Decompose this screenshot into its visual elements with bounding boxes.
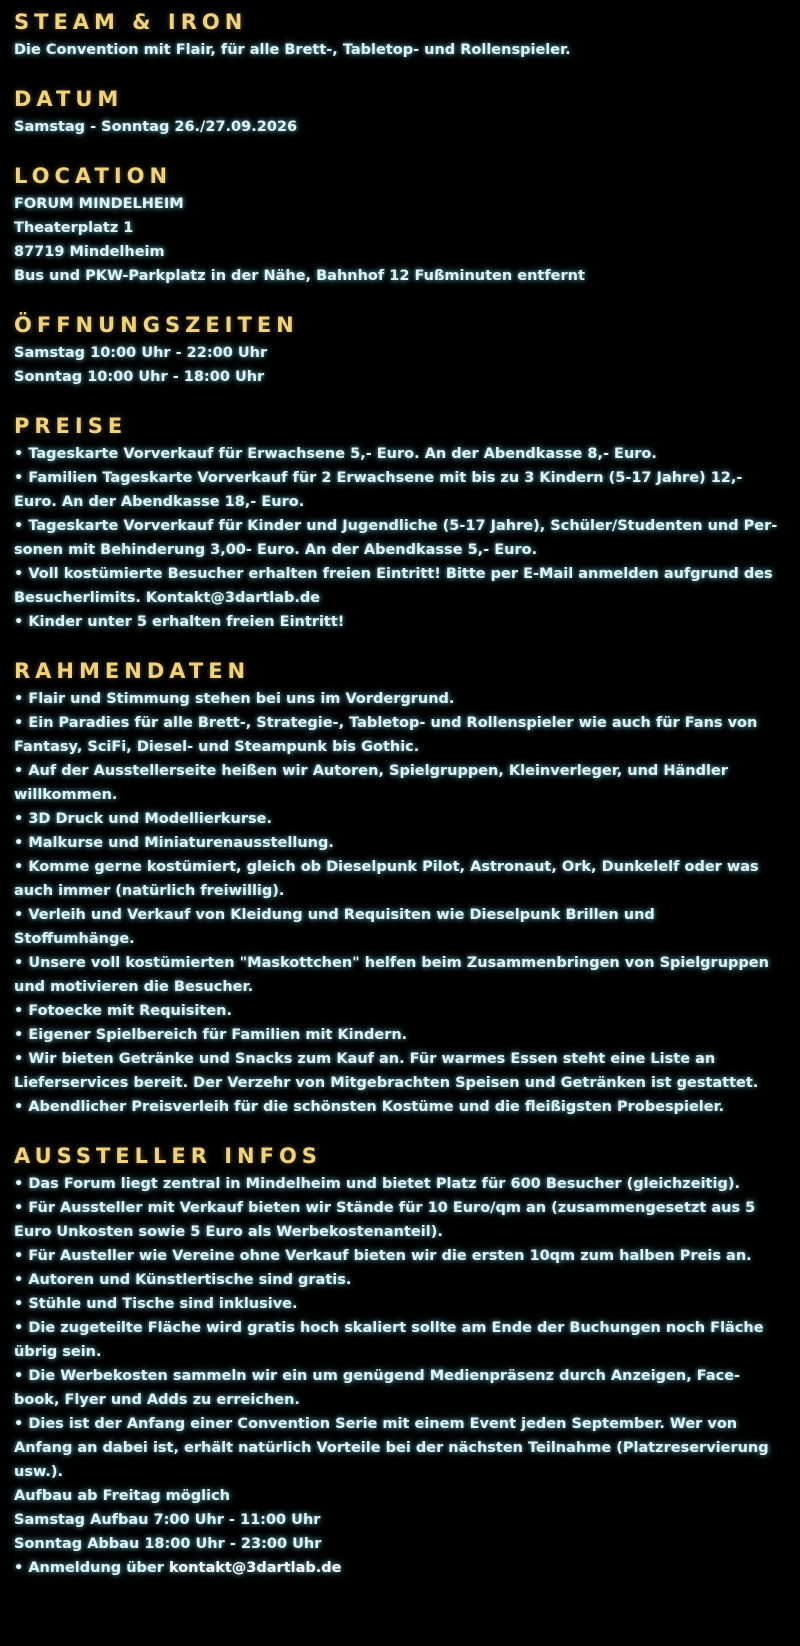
price-line: sonen mit Behinderung 3,00- Euro. An der Abendkasse 5,- Euro. [14,542,538,558]
exhibitor-line: • Für Aussteller mit Verkauf bieten wir Stände für 10 Euro/qm an (zusammengesetzt aus 5 [14,1200,756,1216]
exhibitor-section [14,1140,786,1580]
framework-line: • Ein Paradies für alle Brett-, Strategie-, Tabletop- und Rollenspieler wie auch für Fans von [14,715,758,731]
exhibitor-line: • Die Werbekosten sammeln wir ein um genügend Medienpräsenz durch Anzeigen, Face- [14,1368,741,1384]
framework-line: • Unsere voll kostümierten "Maskottchen" helfen beim Zusammenbringen von Spielgruppen [14,955,769,971]
exhibitor-heading: AUSSTELLER INFOS [14,1144,322,1168]
framework-line: • 3D Druck und Modellierkurse. [14,811,272,827]
setup-saturday: Samstag Aufbau 7:00 Uhr - 11:00 Uhr [14,1512,321,1528]
framework-line: Fantasy, SciFi, Diesel- und Steampunk bis Gothic. [14,739,420,755]
location-heading: LOCATION [14,164,173,188]
framework-line: • Eigener Spielbereich für Familien mit Kindern. [14,1027,408,1043]
framework-line: • Wir bieten Getränke und Snacks zum Kauf an. Für warmes Essen steht eine Liste an [14,1051,716,1067]
location-section [14,160,786,288]
framework-line: • Komme gerne kostümiert, gleich ob Dieselpunk Pilot, Astronaut, Ork, Dunkelelf oder was [14,859,759,875]
opening-hours-saturday: Samstag 10:00 Uhr - 22:00 Uhr [14,345,268,361]
exhibitor-line: • Stühle und Tische sind inklusive. [14,1296,298,1312]
location-city: 87719 Mindelheim [14,244,165,260]
datum-line: Samstag - Sonntag 26./27.09.2026 [14,119,298,135]
teardown-sunday: Sonntag Abbau 18:00 Uhr - 23:00 Uhr [14,1536,322,1552]
registration-label: • Anmeldung über [14,1560,169,1576]
opening-hours-sunday: Sonntag 10:00 Uhr - 18:00 Uhr [14,369,265,385]
location-street: Theaterplatz 1 [14,220,134,236]
event-info-page [14,6,786,1580]
framework-line: Lieferservices bereit. Der Verzehr von Mitgebrachten Speisen und Getränken ist gestattet. [14,1075,759,1091]
exhibitor-line: • Die zugeteilte Fläche wird gratis hoch skaliert sollte am Ende der Buchungen noch Fläche [14,1320,764,1336]
price-line: Besucherlimits. Kontakt@3dartlab.de [14,590,321,606]
event-subtitle: Die Convention mit Flair, für alle Brett-, Tabletop- und Rollenspieler. [14,42,571,58]
setup-friday: Aufbau ab Freitag möglich [14,1488,230,1504]
price-line: • Familien Tageskarte Vorverkauf für 2 Erwachsene mit bis zu 3 Kindern (5-17 Jahre) 12,- [14,470,743,486]
framework-line: • Abendlicher Preisverleih für die schönsten Kostüme und die fleißigsten Probespieler. [14,1099,725,1115]
exhibitor-line: • Dies ist der Anfang einer Convention Serie mit einem Event jeden September. Wer von [14,1416,738,1432]
datum-section [14,83,786,139]
framework-line: auch immer (natürlich freiwillig). [14,883,285,899]
framework-line: • Flair und Stimmung stehen bei uns im Vordergrund. [14,691,455,707]
location-venue: FORUM MINDELHEIM [14,196,184,212]
exhibitor-line: übrig sein. [14,1344,102,1360]
exhibitor-line: • Für Austeller wie Vereine ohne Verkauf bieten wir die ersten 10qm zum halben Preis an. [14,1248,752,1264]
framework-line: Stoffumhänge. [14,931,135,947]
framework-line: willkommen. [14,787,118,803]
price-line: • Voll kostümierte Besucher erhalten freien Eintritt! Bitte per E-Mail anmelden aufgrund des [14,566,773,582]
exhibitor-line: • Autoren und Künstlertische sind gratis. [14,1272,352,1288]
framework-line: • Malkurse und Miniaturenausstellung. [14,835,334,851]
price-line: • Tageskarte Vorverkauf für Kinder und Jugendliche (5-17 Jahre), Schüler/Studenten und Per- [14,518,778,534]
prices-heading: PREISE [14,414,128,438]
exhibitor-line: Anfang an dabei ist, erhält natürlich Vorteile bei der nächsten Teilnahme (Platzreservierung [14,1440,769,1456]
opening-hours-heading: ÖFFNUNGSZEITEN [14,313,299,337]
framework-section [14,655,786,1119]
registration-line [14,1556,786,1580]
exhibitor-line: Euro Unkosten sowie 5 Euro als Werbekostenanteil). [14,1224,443,1240]
price-line: Euro. An der Abendkasse 18,- Euro. [14,494,305,510]
framework-line: • Verleih und Verkauf von Kleidung und Requisiten wie Dieselpunk Brillen und [14,907,655,923]
prices-section [14,410,786,634]
location-transport: Bus und PKW-Parkplatz in der Nähe, Bahnhof 12 Fußminuten entfernt [14,268,585,284]
framework-heading: RAHMENDATEN [14,659,251,683]
registration-email-link[interactable]: kontakt@3dartlab.de [168,1560,342,1576]
opening-hours-section [14,309,786,389]
event-title: STEAM & IRON [14,10,248,34]
datum-heading: DATUM [14,87,124,111]
price-line: • Kinder unter 5 erhalten freien Eintritt! [14,614,345,630]
framework-line: • Fotoecke mit Requisiten. [14,1003,232,1019]
exhibitor-line: • Das Forum liegt zentral in Mindelheim und bietet Platz für 600 Besucher (gleichzeitig). [14,1176,740,1192]
framework-line: und motivieren die Besucher. [14,979,254,995]
framework-line: • Auf der Ausstellerseite heißen wir Autoren, Spielgruppen, Kleinverleger, und Händler [14,763,728,779]
exhibitor-line: usw.). [14,1464,64,1480]
intro-section [14,6,786,62]
price-line: • Tageskarte Vorverkauf für Erwachsene 5,- Euro. An der Abendkasse 8,- Euro. [14,446,657,462]
exhibitor-line: book, Flyer und Adds zu erreichen. [14,1392,300,1408]
